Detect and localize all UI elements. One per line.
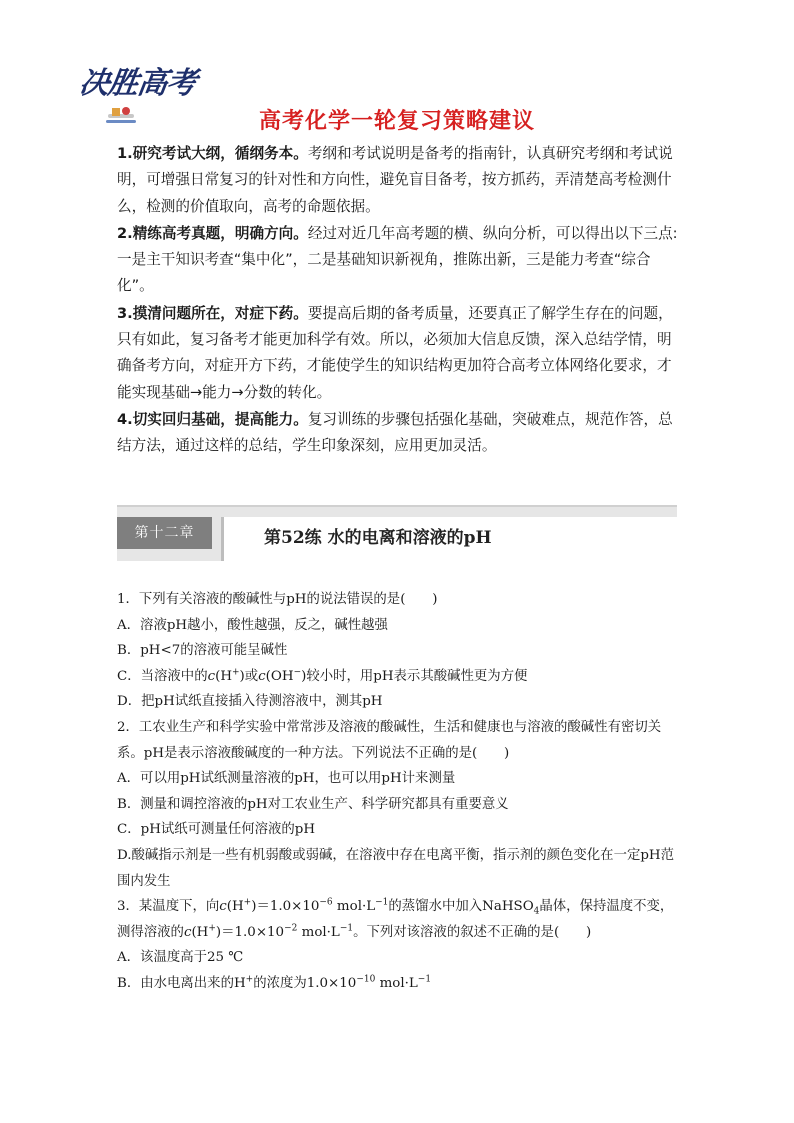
- text: )或: [239, 668, 259, 684]
- text: 3．某温度下，向: [117, 899, 220, 915]
- strategy-item-4: [117, 407, 679, 460]
- superscript: −1: [375, 897, 389, 908]
- text: 晶体，保持温度不变，测得溶液的: [117, 899, 674, 940]
- superscript: −1: [339, 923, 354, 934]
- chapter-tag: 第十二章: [117, 517, 212, 549]
- strategy-item-3: [117, 301, 679, 406]
- chapter-header: [117, 505, 677, 561]
- question-1-option-d: D．把pH试纸直接插入待测溶液中，测其pH: [117, 694, 383, 710]
- text: mol·L: [375, 975, 418, 991]
- text: )＝1.0×10: [215, 924, 285, 940]
- text: )＝1.0×10: [251, 899, 320, 915]
- superscript: −: [293, 667, 302, 678]
- text: 的蒸馏水中加入NaHSO: [388, 899, 534, 915]
- question-1-option-a: A．溶液pH越小，酸性越强，反之，碱性越强: [117, 617, 388, 633]
- superscript: −1: [417, 974, 432, 985]
- variable: c: [183, 924, 192, 940]
- text: mol·L: [332, 899, 376, 915]
- chapter-divider: [117, 505, 677, 507]
- superscript: +: [245, 974, 254, 985]
- question-3-option-a: A．该温度高于25 ℃: [117, 950, 244, 966]
- strategy-heading: 1.研究考试大纲，循纲务本。: [117, 145, 308, 162]
- superscript: −6: [319, 897, 333, 908]
- question-2-option-a: A．可以用pH试纸测量溶液的pH，也可以用pH计来测量: [117, 771, 456, 787]
- question-1-option-b: B．pH<7的溶液可能呈碱性: [117, 643, 288, 659]
- superscript: +: [243, 897, 252, 908]
- question-1-stem: 1．下列有关溶液的酸碱性与pH的说法错误的是( ): [117, 592, 438, 607]
- variable: c: [219, 899, 227, 915]
- superscript: −2: [284, 923, 298, 934]
- strategy-item-1: [117, 141, 679, 220]
- question-1-option-c: [117, 664, 679, 690]
- subscript: 4: [533, 906, 540, 917]
- text: mol·L: [297, 924, 340, 940]
- question-2-option-b: B．测量和调控溶液的pH对工农业生产、科学研究都具有重要意义: [117, 796, 509, 812]
- question-2-stem: 2．工农业生产和科学实验中常常涉及溶液的酸碱性，生活和健康也与溶液的酸碱性有密切关系。pH是表示溶液酸碱度的一种方法。下列说法不正确的是( ): [117, 719, 662, 761]
- text: 。下列对该溶液的叙述不正确的是( ): [353, 924, 592, 940]
- text: (H: [191, 924, 209, 940]
- strategy-text: 复习训练的步骤包括强化基础，突破难点，规范作答，总结方法，通过这样的总结，学生印象深刻，应用更加灵活。: [117, 410, 673, 455]
- chapter-title: 第52练 水的电离和溶液的pH: [264, 528, 492, 548]
- chapter-panel: [221, 517, 680, 561]
- strategy-heading: 2.精练高考真题，明确方向。: [117, 224, 308, 242]
- text: 的浓度为1.0×10: [253, 975, 357, 991]
- question-2-option-c: C．pH试纸可测量任何溶液的pH: [117, 822, 316, 838]
- strategy-heading: 4.切实回归基础，提高能力。: [117, 410, 308, 428]
- superscript: −10: [356, 974, 376, 985]
- superscript: +: [232, 667, 240, 678]
- text: B．由水电离出来的H: [117, 975, 246, 991]
- questions-section: [117, 587, 679, 997]
- text: )较小时，用pH表示其酸碱性更为方便: [301, 668, 528, 684]
- variable: c: [207, 668, 216, 684]
- page-title: 高考化学一轮复习策略建议: [258, 109, 535, 134]
- strategy-heading: 3.摸清问题所在，对症下药。: [117, 304, 308, 322]
- text: C．当溶液中的: [117, 668, 208, 684]
- variable: c: [258, 668, 266, 684]
- question-3-stem: [117, 894, 679, 945]
- strategy-item-2: [117, 221, 679, 300]
- text: (OH: [265, 668, 294, 684]
- question-2-option-d: D.酸碱指示剂是一些有机弱酸或弱碱，在溶液中存在电离平衡，指示剂的颜色变化在一定pH范围内发生: [117, 847, 674, 889]
- logo-text: 决胜高考: [77, 66, 198, 101]
- strategy-text: 经过对近几年高考题的横、纵向分析，可以得出以下三点:一是主干知识考查“集中化”，二是基础知识新视角，推陈出新，三是能力考查“综合化”。: [117, 224, 678, 295]
- superscript: +: [208, 923, 216, 934]
- text: (H: [226, 899, 244, 915]
- strategy-section: [117, 141, 679, 461]
- text: (H: [215, 668, 232, 684]
- strategy-text: 要提高后期的备考质量，还要真正了解学生存在的问题，只有如此，复习备考才能更加科学有效。所以，必须加大信息反馈，深入总结学情，明确备考方向，对症开方下药，才能使学生的知识结构更加符合高考立体网络化要求，才能实现基础→能力→分数的转化。: [117, 304, 673, 401]
- question-3-option-b: [117, 971, 679, 997]
- strategy-text: 考纲和考试说明是备考的指南针，认真研究考纲和考试说明，可增强日常复习的针对性和方向性，避免盲目备考，按方抓药，弄清楚高考检测什么，检测的价值取向，高考的命题依据。: [117, 145, 673, 215]
